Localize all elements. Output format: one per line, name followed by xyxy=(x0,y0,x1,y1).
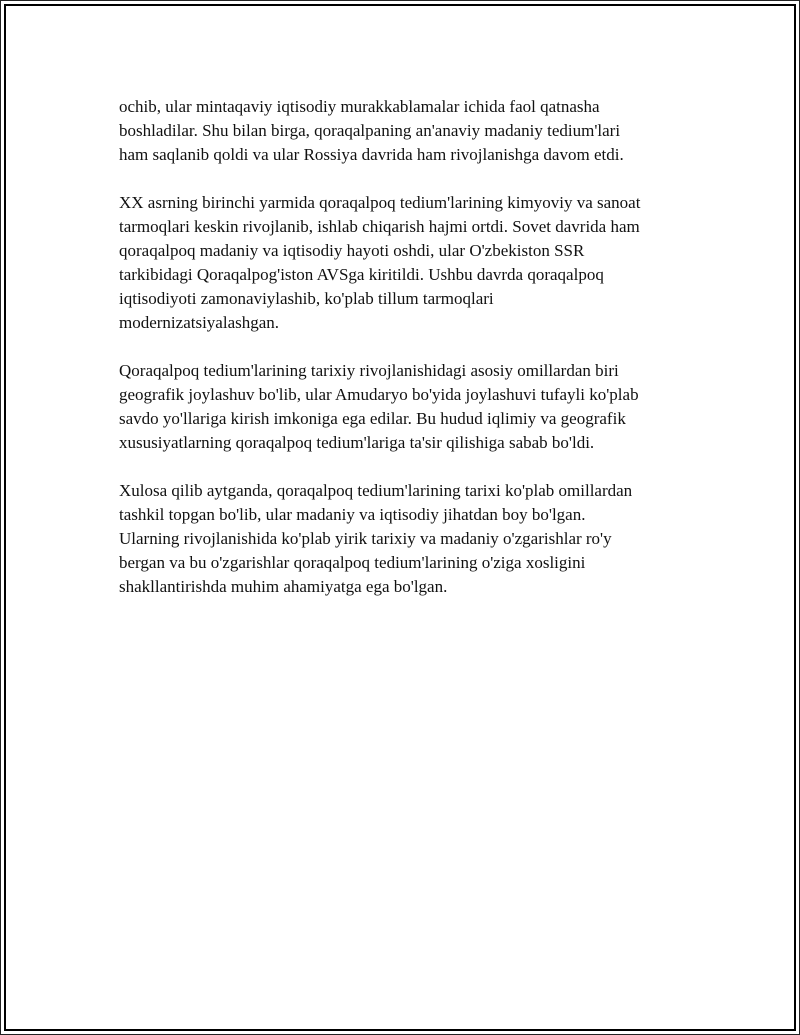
paragraph-line: tarkibidagi Qoraqalpog'iston AVSga kiritildi. Ushbu davrda qoraqalpoq xyxy=(119,265,604,284)
paragraph-1 xyxy=(119,95,719,167)
paragraph-line: bergan va bu o'zgarishlar qoraqalpoq tedium'larining o'ziga xosligini xyxy=(119,553,586,572)
paragraph-line: Xulosa qilib aytganda, qoraqalpoq tedium'larining tarixi ko'plab omillardan xyxy=(119,481,633,500)
paragraph-line: XX asrning birinchi yarmida qoraqalpoq tedium'larining kimyoviy va sanoat xyxy=(119,193,641,212)
paragraph-line: modernizatsiyalashgan. xyxy=(119,313,280,332)
paragraph-line: iqtisodiyoti zamonaviylashib, ko'plab tillum tarmoqlari xyxy=(119,289,494,308)
paragraph-line: ham saqlanib qoldi va ular Rossiya davrida ham rivojlanishga davom etdi. xyxy=(119,145,624,164)
paragraph-line: tashkil topgan bo'lib, ular madaniy va iqtisodiy jihatdan boy bo'lgan. xyxy=(119,505,586,524)
paragraph-2 xyxy=(119,191,719,335)
paragraph-line: savdo yo'llariga kirish imkoniga ega edilar. Bu hudud iqlimiy va geografik xyxy=(119,409,626,428)
paragraph-line: xususiyatlarning qoraqalpoq tedium'lariga ta'sir qilishiga sabab bo'ldi. xyxy=(119,433,595,452)
paragraph-line: tarmoqlari keskin rivojlanib, ishlab chiqarish hajmi ortdi. Sovet davrida ham xyxy=(119,217,640,236)
paragraph-line: Ularning rivojlanishida ko'plab yirik tarixiy va madaniy o'zgarishlar ro'y xyxy=(119,529,612,548)
paragraph-line: geografik joylashuv bo'lib, ular Amudaryo bo'yida joylashuvi tufayli ko'plab xyxy=(119,385,639,404)
paragraph-line: shakllantirishda muhim ahamiyatga ega bo'lgan. xyxy=(119,577,448,596)
paragraph-3 xyxy=(119,359,719,455)
paragraph-line: ochib, ular mintaqaviy iqtisodiy murakkablamalar ichida faol qatnasha xyxy=(119,97,600,116)
paragraph-4 xyxy=(119,479,719,599)
paragraph-line: qoraqalpoq madaniy va iqtisodiy hayoti oshdi, ular O'zbekiston SSR xyxy=(119,241,585,260)
paragraph-line: Qoraqalpoq tedium'larining tarixiy rivojlanishidagi asosiy omillardan biri xyxy=(119,361,619,380)
document-body xyxy=(119,95,719,623)
paragraph-line: boshladilar. Shu bilan birga, qoraqalpaning an'anaviy madaniy tedium'lari xyxy=(119,121,621,140)
